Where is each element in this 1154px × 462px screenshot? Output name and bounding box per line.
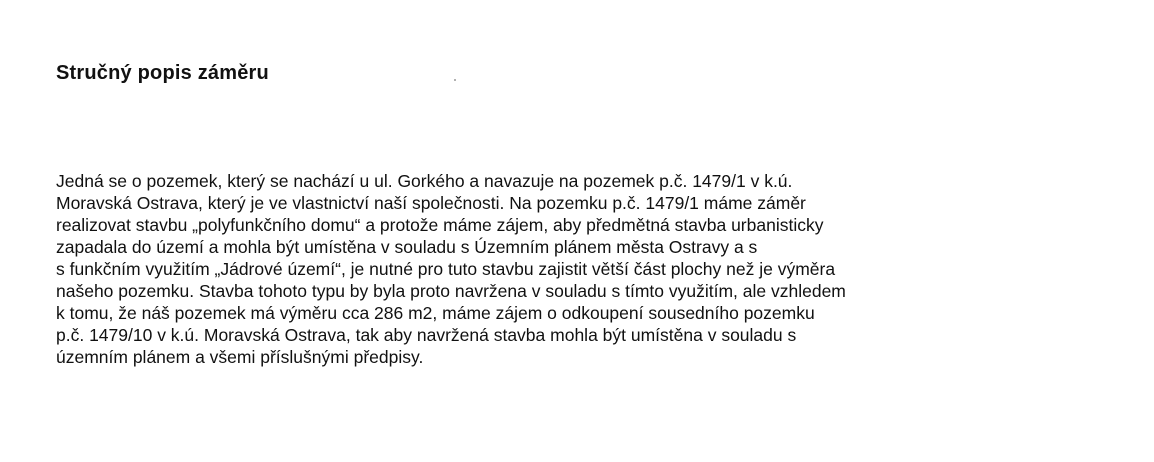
- paragraph-line-8: p.č. 1479/10 v k.ú. Moravská Ostrava, tak aby navržená stavba mohla být umístěna v souladu s: [56, 325, 797, 345]
- paragraph-line-2: Moravská Ostrava, který je ve vlastnictví naší společnosti. Na pozemku p.č. 1479/1 máme záměr: [56, 193, 806, 213]
- paragraph-line-9: územním plánem a všemi příslušnými předpisy.: [56, 347, 424, 367]
- paragraph-line-4: zapadala do území a mohla být umístěna v souladu s Územním plánem města Ostravy a s: [56, 237, 758, 257]
- section-heading: Stručný popis záměru: [56, 62, 269, 84]
- scan-speck: [454, 79, 456, 81]
- paragraph-line-7: k tomu, že náš pozemek má výměru cca 286 m2, máme zájem o odkoupení sousedního pozemku: [56, 303, 815, 323]
- description-paragraph: [56, 170, 1096, 368]
- paragraph-line-6: našeho pozemku. Stavba tohoto typu by byla proto navržena v souladu s tímto využitím, ale vzhledem: [56, 281, 846, 301]
- paragraph-line-3: realizovat stavbu „polyfunkčního domu“ a protože máme zájem, aby předmětná stavba urbanisticky: [56, 215, 824, 235]
- paragraph-line-1: Jedná se o pozemek, který se nachází u ul. Gorkého a navazuje na pozemek p.č. 1479/1 v k.ú.: [56, 171, 793, 191]
- paragraph-line-5: s funkčním využitím „Jádrové území“, je nutné pro tuto stavbu zajistit větší část plochy než je výměra: [56, 259, 836, 279]
